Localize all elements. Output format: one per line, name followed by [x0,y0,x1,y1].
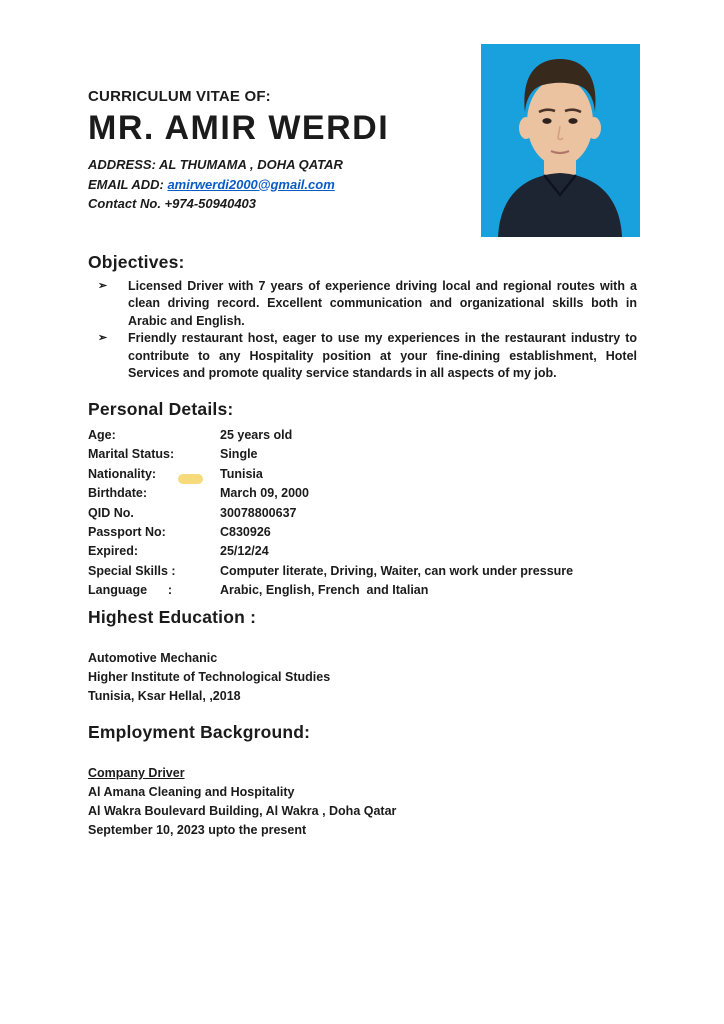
photo-eye-left [542,118,551,124]
detail-value: Arabic, English, French and Italian [220,583,429,598]
detail-row-marital-status [88,445,637,464]
objective-item [88,278,637,330]
contact-block [88,155,468,214]
detail-value: Computer literate, Driving, Waiter, can work under pressure [220,563,574,578]
education-heading: Highest Education : [88,607,257,627]
objective-item [88,330,637,382]
arrow-bullet-icon: ➢ [98,332,108,345]
objectives-heading: Objectives: [88,252,185,272]
applicant-name: MR. AMIR WERDI [88,109,390,147]
detail-row-passport [88,523,637,542]
detail-row-qid [88,504,637,523]
detail-value: 25 years old [220,428,293,442]
objectives-section [88,252,637,382]
arrow-bullet-icon: ➢ [98,280,108,292]
detail-label: Passport No: [88,525,166,540]
employment-job-title: Company Driver [88,766,185,780]
applicant-photo [481,44,640,237]
detail-value: Tunisia [220,466,263,481]
detail-label: QID No. [88,505,134,520]
detail-label: Nationality: [88,466,157,481]
detail-row-nationality [88,465,637,484]
employment-period: September 10, 2023 upto the present [88,823,307,837]
detail-label: Birthdate: [88,486,148,501]
employment-company: Al Amana Cleaning and Hospitality [88,785,295,799]
employment-address: Al Wakra Boulevard Building, Al Wakra , Doha Qatar [88,804,397,818]
detail-value: 25/12/24 [220,544,269,559]
address-line: ADDRESS: AL THUMAMA , DOHA QATAR [88,157,343,172]
education-location: Tunisia, Ksar Hellal, ,2018 [88,689,241,703]
detail-value: C830926 [220,525,271,540]
contact-line: Contact No. +974-50940403 [88,196,257,211]
email-line [88,175,468,195]
detail-row-expired [88,542,637,561]
detail-row-language [88,581,637,600]
cv-label: CURRICULUM VITAE OF: [88,88,271,105]
email-link[interactable]: amirwerdi2000@gmail.com [167,176,335,192]
detail-label: Marital Status: [88,447,175,462]
cv-header [88,88,468,214]
detail-value: 30078800637 [220,505,297,520]
photo-eye-right [568,118,577,124]
education-degree: Automotive Mechanic [88,651,218,665]
detail-label: Expired: [88,544,139,559]
education-school: Higher Institute of Technological Studies [88,670,331,684]
detail-row-special-skills [88,562,637,581]
yellow-highlight-mark [178,474,203,484]
personal-details-section [88,399,637,601]
detail-row-age [88,426,637,445]
email-label: EMAIL ADD: [88,176,168,192]
objective-text: Friendly restaurant host, eager to use my experiences in the restaurant industry to contribute to any Hospitality position at your fine-dining establishment, Hotel Services and promote quality service standards in all aspects of my job. [128,331,637,381]
detail-value: March 09, 2000 [220,486,309,501]
detail-row-birthdate [88,484,637,503]
employment-heading: Employment Background: [88,722,311,742]
detail-label: Language : [88,583,173,598]
detail-label: Special Skills : [88,563,176,578]
objective-text: Licensed Driver with 7 years of experience driving local and regional routes with a clean driving record. Excellent communication and organizational skills both in Arabic and English. [128,279,637,328]
employment-section [88,722,637,840]
detail-value: Single [220,447,258,462]
personal-details-heading: Personal Details: [88,399,234,419]
detail-label: Age: [88,428,116,442]
education-section [88,607,637,706]
